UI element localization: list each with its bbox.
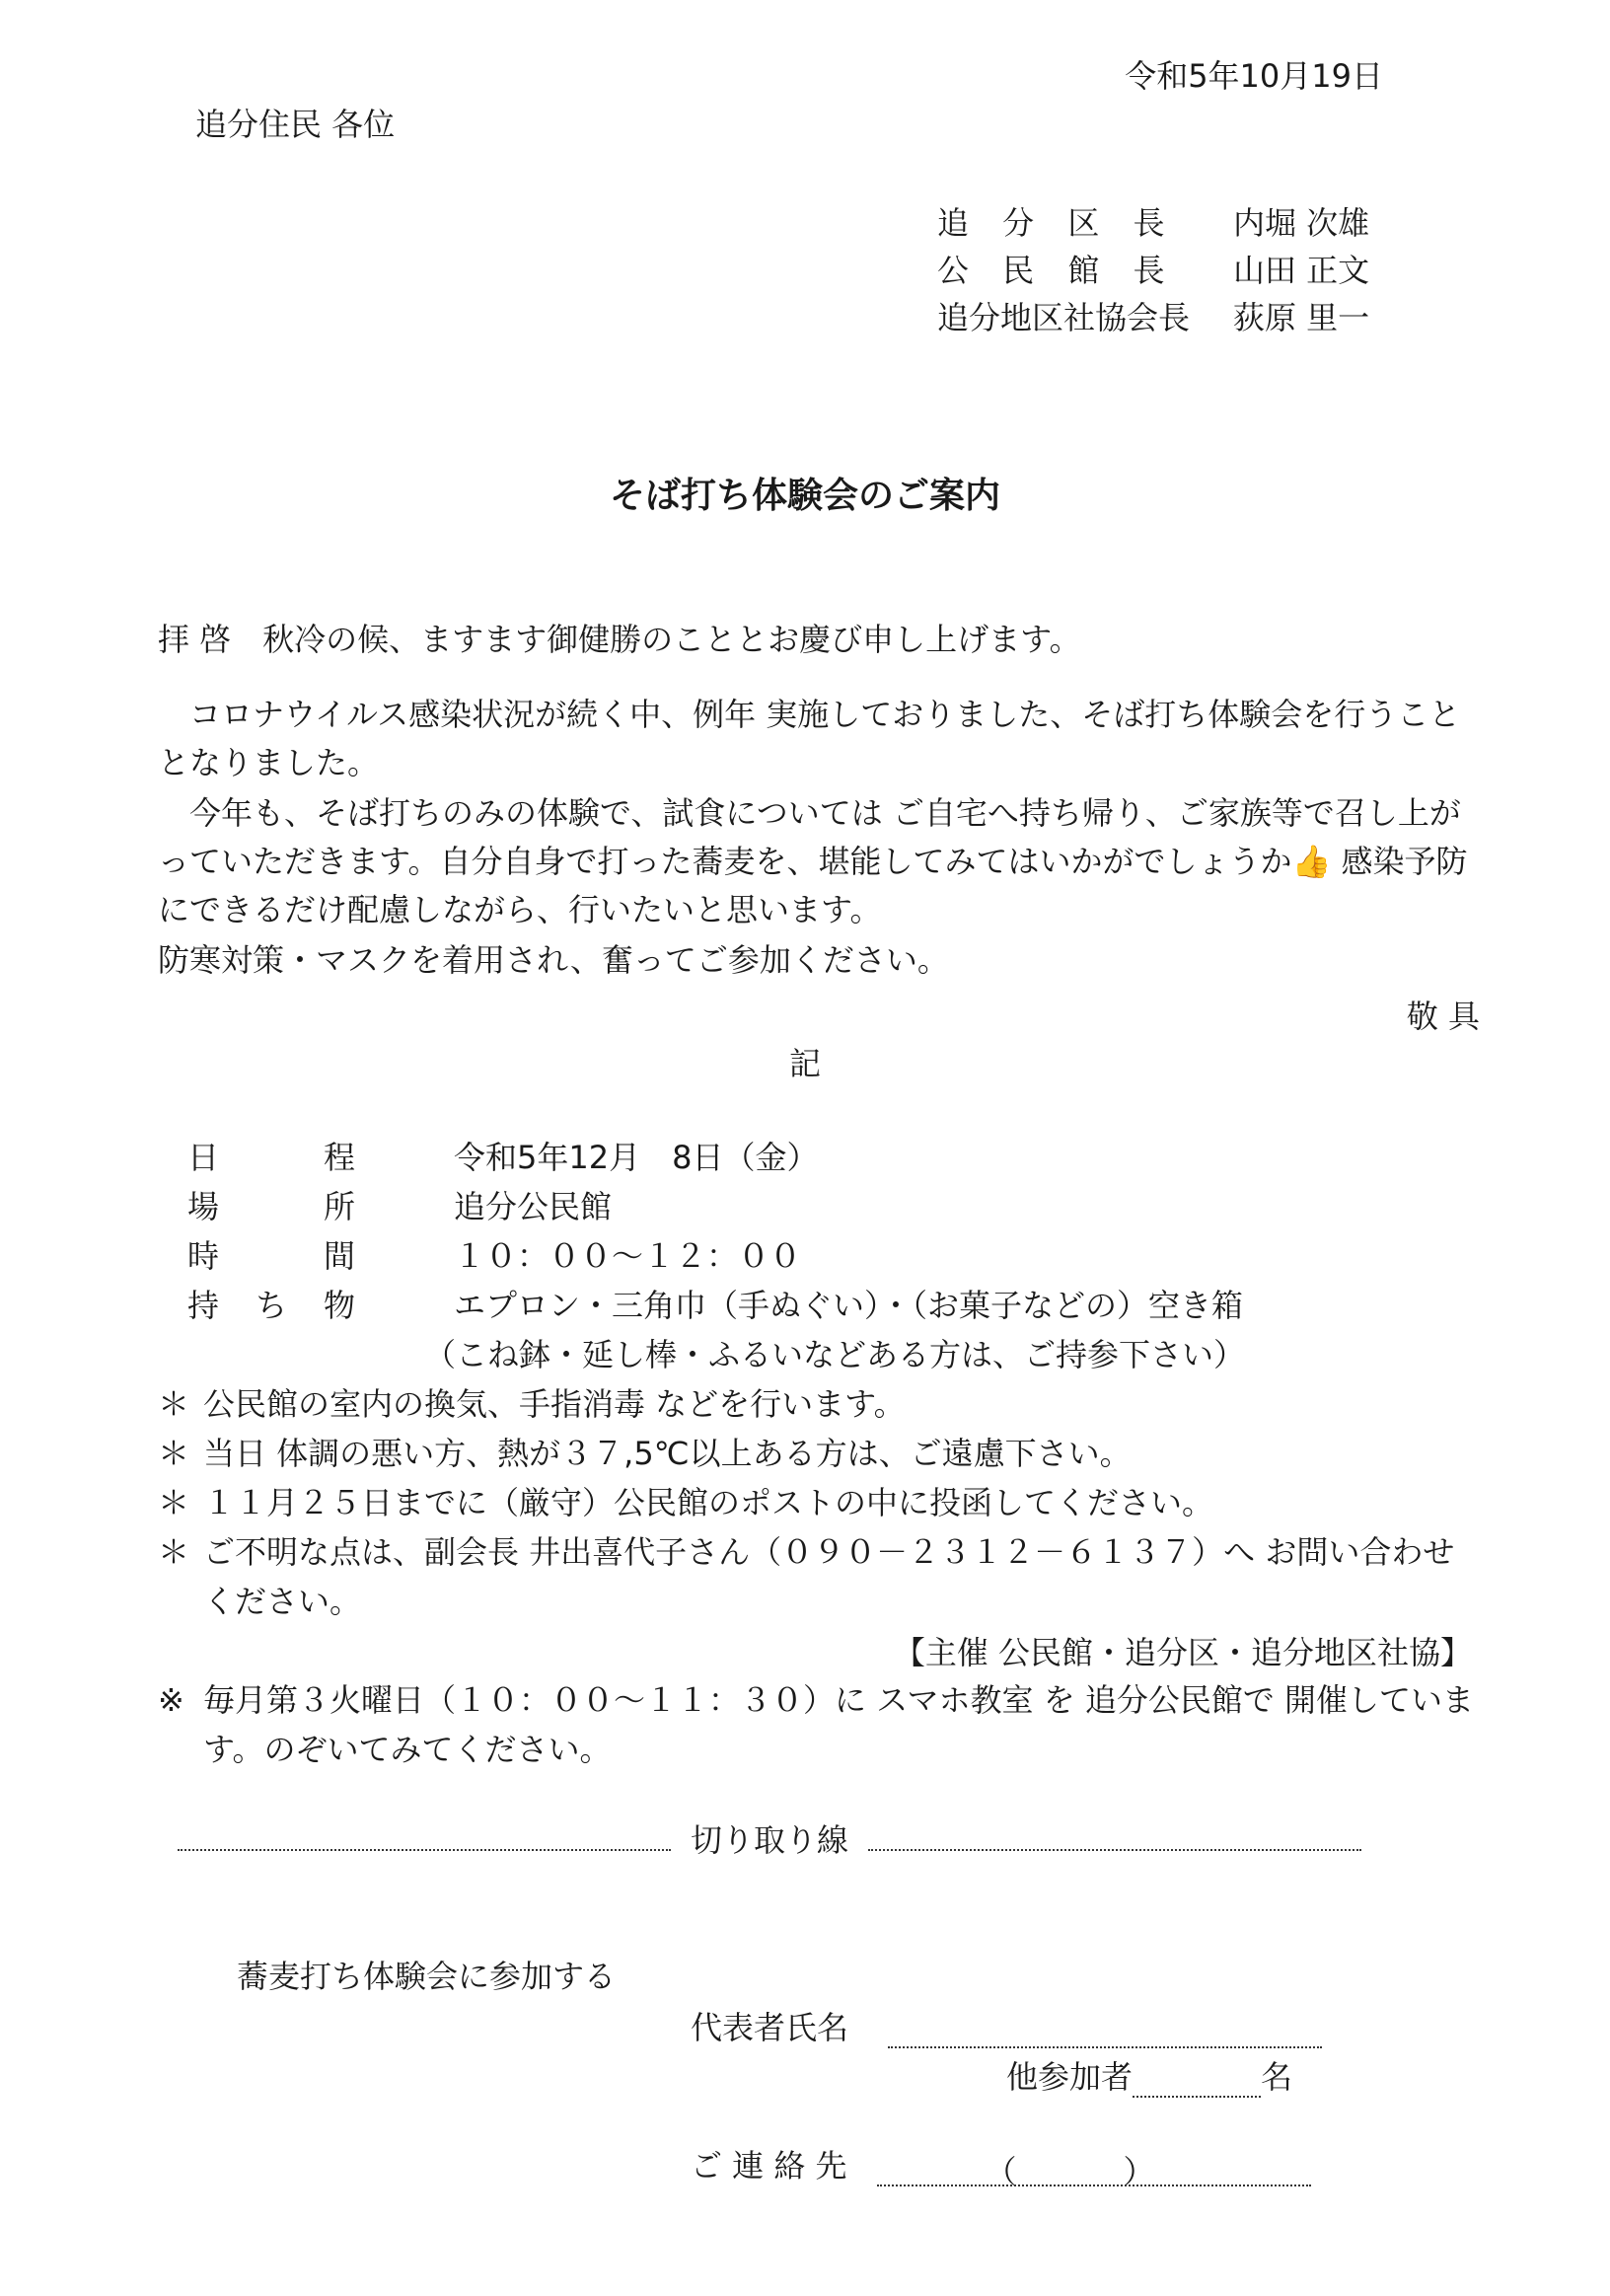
detail-value: 令和5年12月 8日（金） [454, 1139, 819, 1176]
ki-heading: 記 [788, 1045, 821, 1082]
contact-paren-open: （ [985, 2153, 1017, 2190]
sender-name: 荻原 里一 [1233, 299, 1370, 336]
representative-name-field[interactable] [888, 2013, 1322, 2048]
form-title: 蕎麦打ち体験会に参加する [237, 1958, 617, 1995]
detail-label: 持 ち 物 [187, 1287, 355, 1324]
contact-paren-close: ） [1123, 2153, 1155, 2190]
body-paragraph-1: コロナウイルス感染状況が続く中、例年 実施しておりました、そば打ち体験会を行うこととなりました。 [158, 696, 1461, 781]
body-paragraph-2: 今年も、そば打ちのみの体験で、試食については ご自宅へ持ち帰り、ご家族等で召し上がっていただきます。自分自身で打った蕎麦を、堪能してみてはいかがでしょうか👍 感染予防にできるだけ配慮しながら、行いたいと思います。 [158, 794, 1468, 928]
notes-list [158, 1379, 1480, 1626]
detail-label: 日 程 [187, 1139, 355, 1176]
cut-dots [868, 1825, 1361, 1851]
cut-line-label: 切り取り線 [691, 1821, 849, 1859]
detail-value: 追分公民館 [454, 1188, 613, 1225]
note-item: ＊ １１月２５日までに（厳守）公民館のポストの中に投函してください。 [158, 1484, 1214, 1521]
closing: 敬 具 [1406, 998, 1480, 1035]
contact-row [691, 2141, 1311, 2190]
detail-value: エプロン・三角巾（手ぬぐい）・（お菓子などの）空き箱 [454, 1287, 1244, 1324]
contact-field[interactable] [877, 2151, 1311, 2190]
representative-row [691, 2003, 1322, 2048]
sender-role: 追分地区社協会長 [937, 299, 1191, 336]
sender-list [937, 197, 1369, 339]
representative-label: 代表者氏名 [691, 2009, 849, 2046]
detail-label: 場 所 [187, 1188, 355, 1225]
document-date: 令和5年10月19日 [1125, 57, 1383, 95]
detail-value: １０：００〜１２：００ [454, 1237, 802, 1275]
cut-dots [178, 1825, 671, 1851]
addressee: 追分住民 各位 [195, 106, 396, 143]
others-row [1006, 2052, 1292, 2098]
greeting: 拝 啓 秋冷の候、ますます御健勝のこととお慶び申し上げます。 [158, 621, 1081, 658]
sender-row [937, 245, 1369, 292]
document-title: そば打ち体験会のご案内 [609, 476, 1000, 516]
detail-label: 時 間 [187, 1237, 355, 1275]
detail-row-place [187, 1180, 1243, 1229]
body-paragraph-3: 防寒対策・マスクを着用され、奮ってご参加ください。 [158, 941, 949, 979]
belongings-note: （こね鉢・延し棒・ふるいなどある方は、ご持参下さい） [424, 1336, 1246, 1373]
sender-name: 内堀 次雄 [1233, 204, 1370, 242]
note-item: ＊ ご不明な点は、副会長 井出喜代子さん（０９０－２３１２－６１３７）へ お問い合わせください。 [158, 1533, 1455, 1620]
smartphone-class-note: ※ 毎月第３火曜日（１０：００〜１１：３０）に スマホ教室 を 追分公民館で 開催しています。のぞいてみてください。 [158, 1681, 1475, 1768]
contact-label: ご 連 絡 先 [691, 2147, 847, 2185]
sender-name: 山田 正文 [1233, 252, 1370, 289]
cut-line [178, 1815, 1361, 1861]
note-item: ＊ 公民館の室内の換気、手指消毒 などを行います。 [158, 1385, 906, 1423]
organizer: 【主催 公民館・追分区・追分地区社協】 [893, 1634, 1472, 1671]
note-item: ＊ 当日 体調の悪い方、熱が３７,5℃以上ある方は、ご遠慮下さい。 [158, 1435, 1132, 1472]
detail-row-time [187, 1229, 1243, 1279]
others-count-field[interactable] [1133, 2062, 1261, 2098]
sender-row [937, 197, 1369, 245]
detail-row-belongings [187, 1279, 1243, 1328]
detail-row-schedule [187, 1131, 1243, 1180]
others-unit: 名 [1261, 2058, 1293, 2096]
others-label: 他参加者 [1006, 2058, 1134, 2096]
event-details [187, 1131, 1243, 1328]
sender-row [937, 292, 1369, 339]
sender-role: 追 分 区 長 [937, 204, 1177, 242]
sender-role: 公 民 館 長 [937, 252, 1177, 289]
